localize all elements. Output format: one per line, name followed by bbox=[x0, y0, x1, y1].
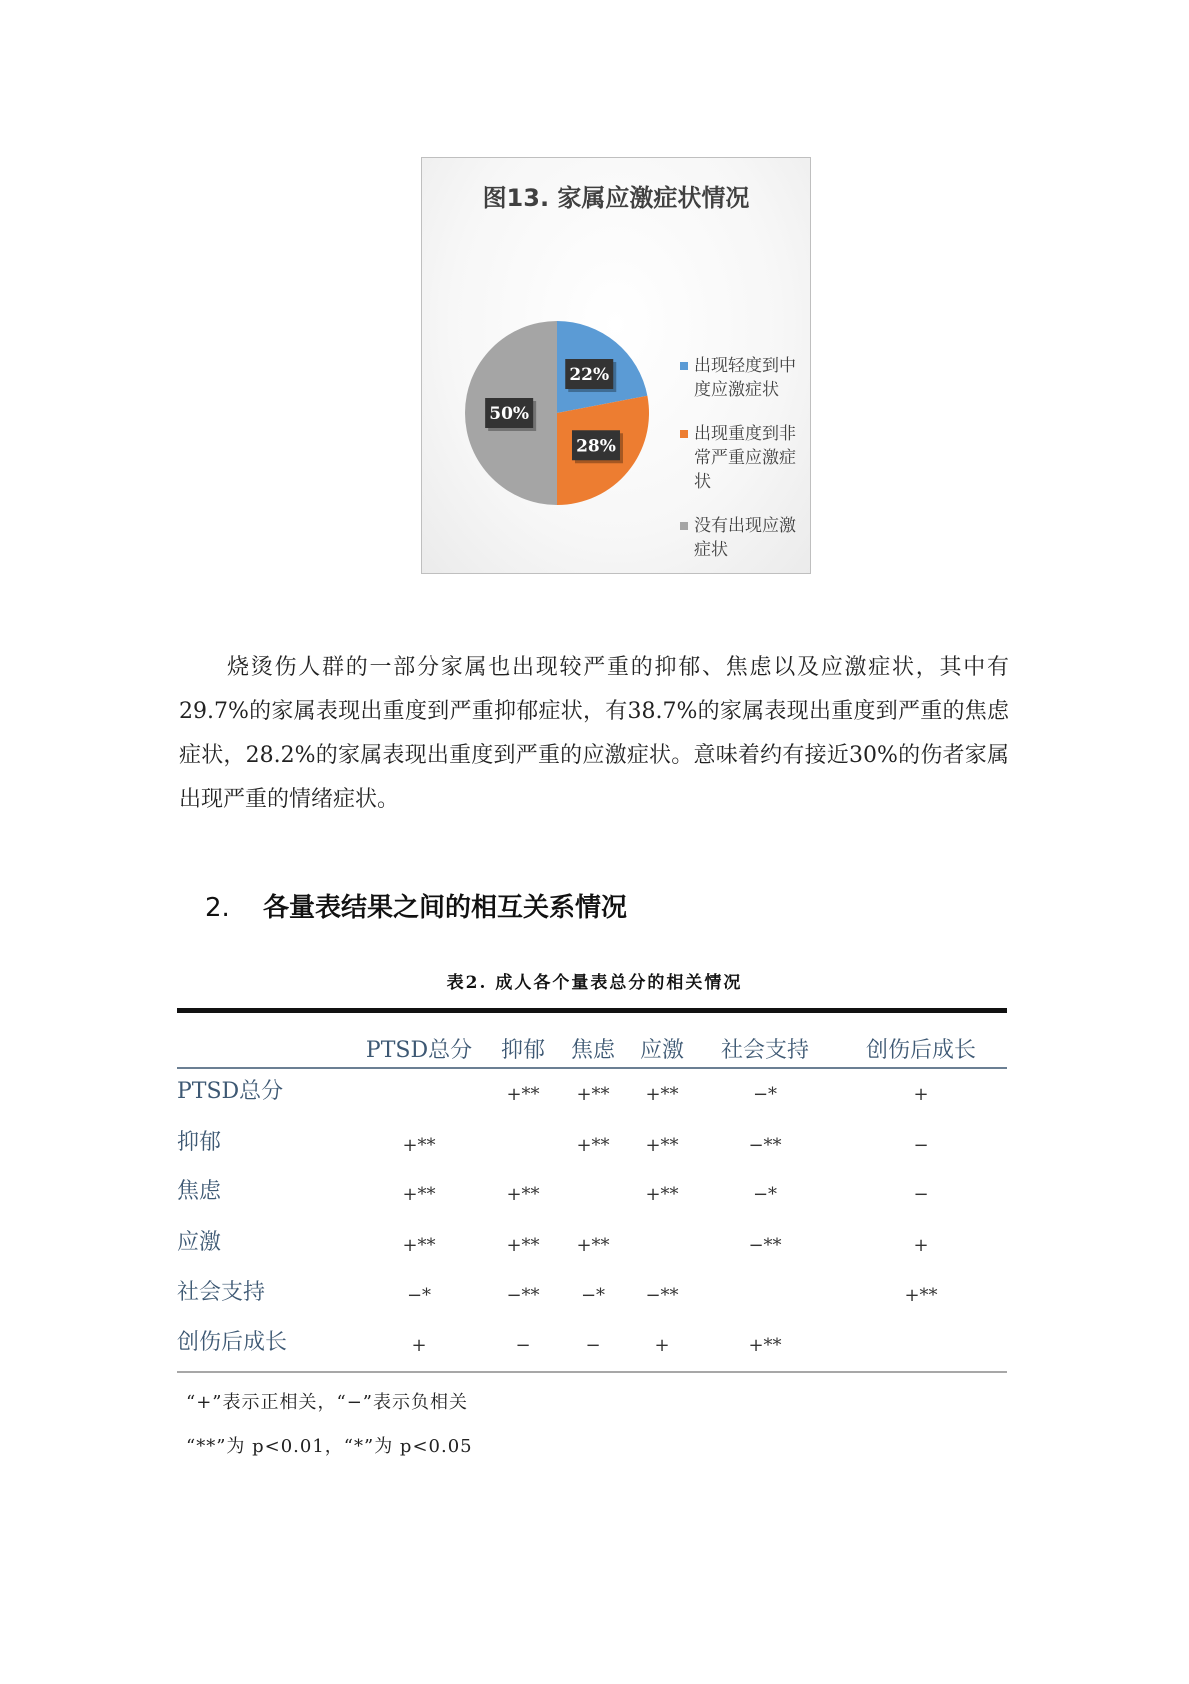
column-header: 社会支持 bbox=[720, 1038, 810, 1063]
column-header: 应激 bbox=[639, 1038, 685, 1063]
table-note-significance: “**”为 p<0.01，“*”为 p<0.05 bbox=[186, 1436, 473, 1457]
svg-text:22%: 22% bbox=[569, 365, 610, 386]
row-header: 社会支持 bbox=[177, 1280, 266, 1305]
table-cell: +** bbox=[748, 1335, 782, 1356]
table-cell: +** bbox=[645, 1084, 679, 1105]
pie-data-label-2 bbox=[572, 430, 623, 463]
column-header: PTSD总分 bbox=[365, 1038, 473, 1063]
legend-swatch bbox=[680, 430, 688, 438]
table-cell: −** bbox=[506, 1285, 540, 1306]
row-header: 创伤后成长 bbox=[177, 1330, 288, 1355]
svg-text:50%: 50% bbox=[489, 404, 530, 424]
table-cell: −** bbox=[748, 1135, 782, 1156]
table-cell: +** bbox=[402, 1184, 436, 1205]
svg-text:28%: 28% bbox=[576, 436, 616, 457]
table-cell: + bbox=[411, 1335, 427, 1356]
table-cell: + bbox=[913, 1084, 929, 1105]
column-header: 抑郁 bbox=[500, 1038, 546, 1063]
row-header: PTSD总分 bbox=[177, 1079, 284, 1104]
table-cell: +** bbox=[402, 1135, 436, 1156]
table-cell: −* bbox=[580, 1285, 606, 1306]
row-header: 应激 bbox=[177, 1230, 222, 1255]
chart-legend bbox=[680, 354, 806, 562]
pie-data-label-1 bbox=[565, 359, 616, 392]
pie-chart-figure bbox=[421, 157, 811, 574]
table-cell: +** bbox=[402, 1235, 436, 1256]
table-cell: +** bbox=[645, 1135, 679, 1156]
legend-item-2 bbox=[680, 422, 806, 494]
table-cell: +** bbox=[645, 1184, 679, 1205]
row-header: 抑郁 bbox=[177, 1130, 222, 1155]
section-number: 2. bbox=[205, 893, 230, 923]
table-cell: −** bbox=[645, 1285, 679, 1306]
legend-label: 没有出现应激症状 bbox=[694, 516, 796, 560]
table-cell: +** bbox=[506, 1084, 540, 1105]
table-bottom-rule bbox=[177, 1371, 1007, 1373]
table-cell: +** bbox=[506, 1235, 540, 1256]
table-top-rule bbox=[177, 1008, 1007, 1013]
table-cell: +** bbox=[576, 1235, 610, 1256]
table-cell: +** bbox=[506, 1184, 540, 1205]
pie-data-label-3 bbox=[485, 398, 536, 431]
legend-label: 出现轻度到中度应激症状 bbox=[694, 356, 796, 400]
table-cell: + bbox=[913, 1235, 929, 1256]
section-heading bbox=[205, 887, 627, 924]
legend-label: 出现重度到非常严重应激症状 bbox=[694, 424, 796, 492]
legend-item-1 bbox=[680, 354, 806, 402]
column-header: 创伤后成长 bbox=[865, 1038, 977, 1063]
legend-item-3 bbox=[680, 514, 806, 562]
table-header-rule bbox=[177, 1067, 1007, 1069]
table-cell: − bbox=[913, 1184, 929, 1205]
table-cell: +** bbox=[576, 1135, 610, 1156]
table-cell: − bbox=[515, 1335, 531, 1356]
column-header: 焦虑 bbox=[570, 1038, 616, 1063]
table-cell: + bbox=[654, 1335, 670, 1356]
table-cell: −* bbox=[406, 1285, 432, 1306]
body-paragraph: 烧烫伤人群的一部分家属也出现较严重的抑郁、焦虑以及应激症状，其中有29.7%的家属表现出重度到严重抑郁症状，有38.7%的家属表现出重度到严重的焦虑症状，28.2%的家属表现出重度到严重的应激症状。意味着约有接近30%的伤者家属出现严重的情绪症状。 bbox=[179, 655, 1009, 812]
table-cell: +** bbox=[576, 1084, 610, 1105]
table-note-sign: “+”表示正相关，“−”表示负相关 bbox=[186, 1392, 468, 1413]
table-cell: − bbox=[585, 1335, 601, 1356]
table-cell: −* bbox=[752, 1184, 778, 1205]
chart-title: 图13. 家属应激症状情况 bbox=[482, 184, 750, 212]
legend-swatch bbox=[680, 522, 688, 530]
table-cell: −* bbox=[752, 1084, 778, 1105]
pie-chart bbox=[442, 298, 672, 528]
table-cell: +** bbox=[904, 1285, 938, 1306]
row-header: 焦虑 bbox=[177, 1179, 222, 1204]
table-cell: −** bbox=[748, 1235, 782, 1256]
table-cell: − bbox=[913, 1135, 929, 1156]
table-caption: 表2. 成人各个量表总分的相关情况 bbox=[446, 973, 743, 993]
section-title: 各量表结果之间的相互关系情况 bbox=[263, 893, 628, 923]
legend-swatch bbox=[680, 362, 688, 370]
